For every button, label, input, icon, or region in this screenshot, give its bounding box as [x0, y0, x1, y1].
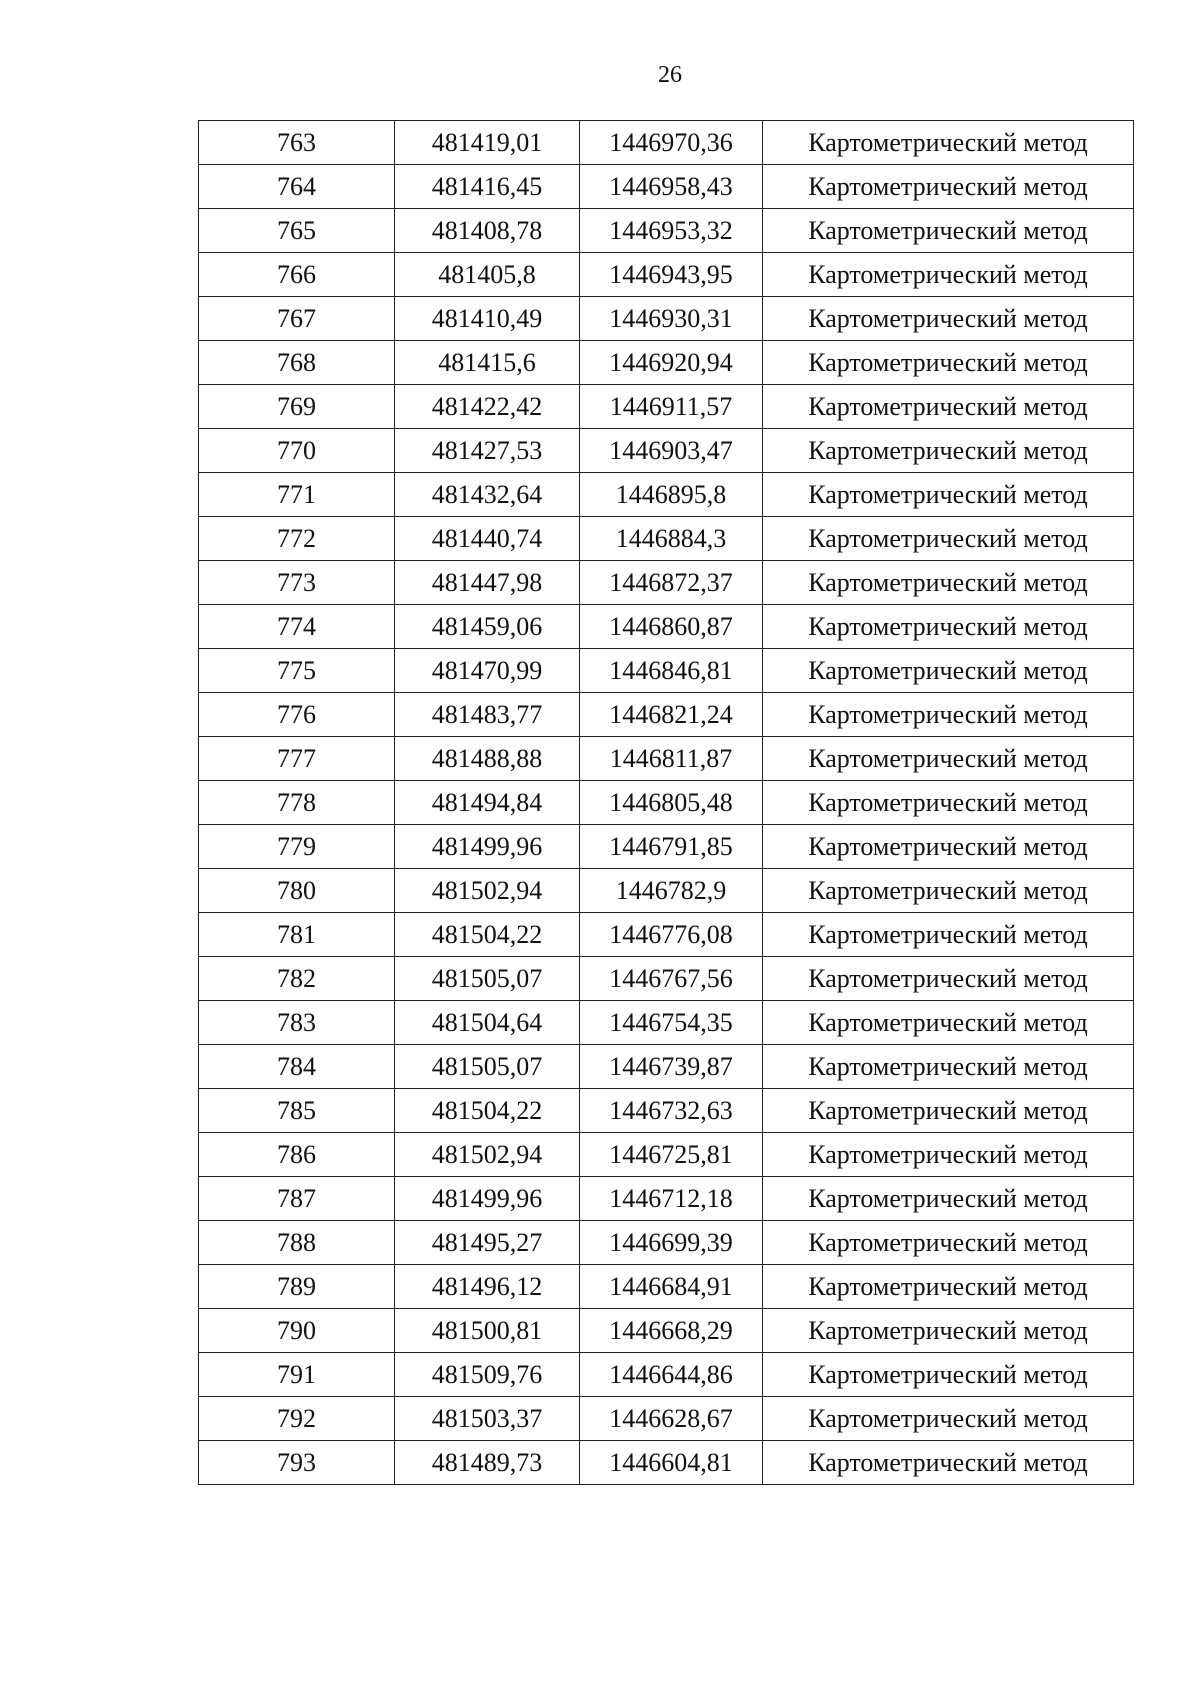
- y-coordinate-cell: 1446903,47: [580, 429, 763, 473]
- point-number-cell: 790: [199, 1309, 395, 1353]
- table-row: [199, 1221, 1134, 1265]
- point-number-cell: 780: [199, 869, 395, 913]
- x-coordinate-cell: 481422,42: [395, 385, 580, 429]
- y-coordinate-cell: 1446699,39: [580, 1221, 763, 1265]
- x-coordinate-cell: 481419,01: [395, 121, 580, 165]
- table-row: [199, 649, 1134, 693]
- method-cell: Картометрический метод: [763, 341, 1134, 385]
- x-coordinate-cell: 481408,78: [395, 209, 580, 253]
- point-number-cell: 771: [199, 473, 395, 517]
- y-coordinate-cell: 1446684,91: [580, 1265, 763, 1309]
- y-coordinate-cell: 1446754,35: [580, 1001, 763, 1045]
- x-coordinate-cell: 481416,45: [395, 165, 580, 209]
- method-cell: Картометрический метод: [763, 1089, 1134, 1133]
- x-coordinate-cell: 481504,22: [395, 1089, 580, 1133]
- table-row: [199, 209, 1134, 253]
- point-number-cell: 776: [199, 693, 395, 737]
- method-cell: Картометрический метод: [763, 957, 1134, 1001]
- x-coordinate-cell: 481427,53: [395, 429, 580, 473]
- table-row: [199, 1265, 1134, 1309]
- x-coordinate-cell: 481505,07: [395, 957, 580, 1001]
- x-coordinate-cell: 481483,77: [395, 693, 580, 737]
- table-row: [199, 1045, 1134, 1089]
- x-coordinate-cell: 481496,12: [395, 1265, 580, 1309]
- x-coordinate-cell: 481447,98: [395, 561, 580, 605]
- table-row: [199, 341, 1134, 385]
- point-number-cell: 768: [199, 341, 395, 385]
- x-coordinate-cell: 481440,74: [395, 517, 580, 561]
- y-coordinate-cell: 1446628,67: [580, 1397, 763, 1441]
- y-coordinate-cell: 1446811,87: [580, 737, 763, 781]
- point-number-cell: 766: [199, 253, 395, 297]
- x-coordinate-cell: 481415,6: [395, 341, 580, 385]
- page-number: 26: [658, 62, 682, 88]
- method-cell: Картометрический метод: [763, 1221, 1134, 1265]
- table-row: [199, 385, 1134, 429]
- method-cell: Картометрический метод: [763, 1397, 1134, 1441]
- y-coordinate-cell: 1446958,43: [580, 165, 763, 209]
- x-coordinate-cell: 481502,94: [395, 1133, 580, 1177]
- method-cell: Картометрический метод: [763, 209, 1134, 253]
- y-coordinate-cell: 1446943,95: [580, 253, 763, 297]
- point-number-cell: 773: [199, 561, 395, 605]
- method-cell: Картометрический метод: [763, 429, 1134, 473]
- method-cell: Картометрический метод: [763, 1309, 1134, 1353]
- point-number-cell: 769: [199, 385, 395, 429]
- table-row: [199, 517, 1134, 561]
- coordinates-table-body: [199, 121, 1134, 1485]
- point-number-cell: 774: [199, 605, 395, 649]
- point-number-cell: 770: [199, 429, 395, 473]
- point-number-cell: 767: [199, 297, 395, 341]
- x-coordinate-cell: 481504,22: [395, 913, 580, 957]
- method-cell: Картометрический метод: [763, 253, 1134, 297]
- y-coordinate-cell: 1446782,9: [580, 869, 763, 913]
- point-number-cell: 778: [199, 781, 395, 825]
- y-coordinate-cell: 1446953,32: [580, 209, 763, 253]
- table-row: [199, 1353, 1134, 1397]
- x-coordinate-cell: 481405,8: [395, 253, 580, 297]
- point-number-cell: 783: [199, 1001, 395, 1045]
- method-cell: Картометрический метод: [763, 781, 1134, 825]
- table-row: [199, 1089, 1134, 1133]
- y-coordinate-cell: 1446872,37: [580, 561, 763, 605]
- y-coordinate-cell: 1446776,08: [580, 913, 763, 957]
- x-coordinate-cell: 481504,64: [395, 1001, 580, 1045]
- method-cell: Картометрический метод: [763, 1441, 1134, 1485]
- y-coordinate-cell: 1446604,81: [580, 1441, 763, 1485]
- table-row: [199, 1001, 1134, 1045]
- x-coordinate-cell: 481509,76: [395, 1353, 580, 1397]
- point-number-cell: 784: [199, 1045, 395, 1089]
- y-coordinate-cell: 1446725,81: [580, 1133, 763, 1177]
- x-coordinate-cell: 481499,96: [395, 825, 580, 869]
- method-cell: Картометрический метод: [763, 561, 1134, 605]
- point-number-cell: 781: [199, 913, 395, 957]
- method-cell: Картометрический метод: [763, 649, 1134, 693]
- y-coordinate-cell: 1446860,87: [580, 605, 763, 649]
- x-coordinate-cell: 481505,07: [395, 1045, 580, 1089]
- method-cell: Картометрический метод: [763, 693, 1134, 737]
- y-coordinate-cell: 1446846,81: [580, 649, 763, 693]
- table-row: [199, 913, 1134, 957]
- x-coordinate-cell: 481432,64: [395, 473, 580, 517]
- table-row: [199, 1309, 1134, 1353]
- method-cell: Картометрический метод: [763, 517, 1134, 561]
- x-coordinate-cell: 481495,27: [395, 1221, 580, 1265]
- table-row: [199, 737, 1134, 781]
- y-coordinate-cell: 1446712,18: [580, 1177, 763, 1221]
- method-cell: Картометрический метод: [763, 1133, 1134, 1177]
- table-row: [199, 693, 1134, 737]
- point-number-cell: 786: [199, 1133, 395, 1177]
- x-coordinate-cell: 481503,37: [395, 1397, 580, 1441]
- method-cell: Картометрический метод: [763, 473, 1134, 517]
- x-coordinate-cell: 481488,88: [395, 737, 580, 781]
- method-cell: Картометрический метод: [763, 825, 1134, 869]
- x-coordinate-cell: 481494,84: [395, 781, 580, 825]
- method-cell: Картометрический метод: [763, 385, 1134, 429]
- x-coordinate-cell: 481500,81: [395, 1309, 580, 1353]
- point-number-cell: 772: [199, 517, 395, 561]
- method-cell: Картометрический метод: [763, 1001, 1134, 1045]
- point-number-cell: 775: [199, 649, 395, 693]
- table-row: [199, 1397, 1134, 1441]
- table-row: [199, 121, 1134, 165]
- y-coordinate-cell: 1446920,94: [580, 341, 763, 385]
- y-coordinate-cell: 1446821,24: [580, 693, 763, 737]
- x-coordinate-cell: 481470,99: [395, 649, 580, 693]
- method-cell: Картометрический метод: [763, 869, 1134, 913]
- point-number-cell: 787: [199, 1177, 395, 1221]
- point-number-cell: 782: [199, 957, 395, 1001]
- method-cell: Картометрический метод: [763, 1045, 1134, 1089]
- point-number-cell: 793: [199, 1441, 395, 1485]
- table-row: [199, 957, 1134, 1001]
- method-cell: Картометрический метод: [763, 737, 1134, 781]
- table-row: [199, 781, 1134, 825]
- method-cell: Картометрический метод: [763, 1177, 1134, 1221]
- x-coordinate-cell: 481459,06: [395, 605, 580, 649]
- table-row: [199, 165, 1134, 209]
- method-cell: Картометрический метод: [763, 605, 1134, 649]
- table-row: [199, 869, 1134, 913]
- method-cell: Картометрический метод: [763, 297, 1134, 341]
- point-number-cell: 765: [199, 209, 395, 253]
- table-row: [199, 473, 1134, 517]
- table-row: [199, 825, 1134, 869]
- y-coordinate-cell: 1446930,31: [580, 297, 763, 341]
- point-number-cell: 791: [199, 1353, 395, 1397]
- point-number-cell: 788: [199, 1221, 395, 1265]
- point-number-cell: 792: [199, 1397, 395, 1441]
- method-cell: Картометрический метод: [763, 913, 1134, 957]
- point-number-cell: 763: [199, 121, 395, 165]
- table-row: [199, 297, 1134, 341]
- table-row: [199, 1177, 1134, 1221]
- point-number-cell: 779: [199, 825, 395, 869]
- method-cell: Картометрический метод: [763, 1265, 1134, 1309]
- table-row: [199, 253, 1134, 297]
- y-coordinate-cell: 1446732,63: [580, 1089, 763, 1133]
- table-row: [199, 1441, 1134, 1485]
- x-coordinate-cell: 481410,49: [395, 297, 580, 341]
- table-row: [199, 561, 1134, 605]
- x-coordinate-cell: 481502,94: [395, 869, 580, 913]
- point-number-cell: 777: [199, 737, 395, 781]
- point-number-cell: 785: [199, 1089, 395, 1133]
- table-row: [199, 1133, 1134, 1177]
- y-coordinate-cell: 1446895,8: [580, 473, 763, 517]
- y-coordinate-cell: 1446739,87: [580, 1045, 763, 1089]
- y-coordinate-cell: 1446884,3: [580, 517, 763, 561]
- method-cell: Картометрический метод: [763, 121, 1134, 165]
- table-row: [199, 429, 1134, 473]
- point-number-cell: 764: [199, 165, 395, 209]
- y-coordinate-cell: 1446805,48: [580, 781, 763, 825]
- x-coordinate-cell: 481489,73: [395, 1441, 580, 1485]
- table-row: [199, 605, 1134, 649]
- method-cell: Картометрический метод: [763, 1353, 1134, 1397]
- y-coordinate-cell: 1446767,56: [580, 957, 763, 1001]
- y-coordinate-cell: 1446911,57: [580, 385, 763, 429]
- y-coordinate-cell: 1446791,85: [580, 825, 763, 869]
- method-cell: Картометрический метод: [763, 165, 1134, 209]
- y-coordinate-cell: 1446970,36: [580, 121, 763, 165]
- x-coordinate-cell: 481499,96: [395, 1177, 580, 1221]
- y-coordinate-cell: 1446644,86: [580, 1353, 763, 1397]
- coordinates-table: [198, 120, 1134, 1485]
- y-coordinate-cell: 1446668,29: [580, 1309, 763, 1353]
- point-number-cell: 789: [199, 1265, 395, 1309]
